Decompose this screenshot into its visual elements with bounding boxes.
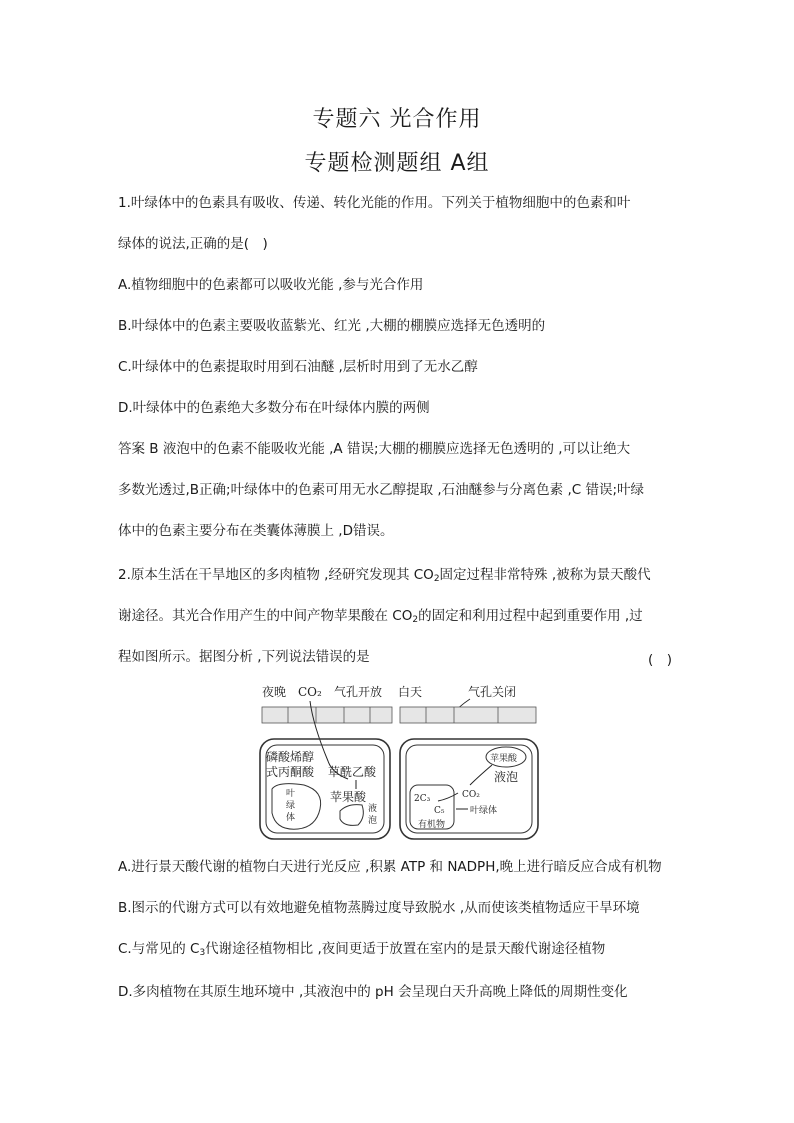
- night-co2-label: CO₂: [298, 685, 322, 699]
- q2-stem-line1-part-a: 2.原本生活在干旱地区的多肉植物 ,经研究发现其 CO: [118, 567, 434, 583]
- oaa-label: 草酰乙酸: [328, 765, 377, 779]
- pep-label-line2: 式丙酮酸: [266, 765, 315, 779]
- c3-label: 2C₃: [414, 794, 431, 804]
- malate-night-label: 苹果酸: [330, 790, 367, 804]
- cam-diagram-svg: [258, 681, 540, 841]
- night-chloroplast-label-2: 绿: [286, 801, 296, 811]
- q1-option-c: C.叶绿体中的色素提取时用到石油醚 ,层析时用到了无水乙醇: [118, 359, 478, 375]
- q1-answer-line2: 多数光透过,B正确;叶绿体中的色素可用无水乙醇提取 ,石油醚参与分离色素 ,C 错误;叶绿: [118, 482, 645, 498]
- day-epidermis: [400, 707, 536, 723]
- q1-stem-line2: 绿体的说法,正确的是( ): [118, 236, 268, 252]
- night-label: 夜晚: [262, 685, 287, 699]
- day-vacuole-label: 液泡: [494, 770, 519, 784]
- day-label: 白天: [398, 685, 423, 699]
- malate-to-co2-arrow: [470, 765, 492, 785]
- stomata-open-label: 气孔开放: [334, 685, 383, 699]
- pep-label-line1: 磷酸烯醇: [266, 750, 315, 764]
- night-chloroplast-label-3: 体: [286, 813, 296, 823]
- night-vacuole-label-1: 液: [368, 804, 378, 814]
- night-epidermis: [262, 707, 392, 723]
- q2-stem-line2-subscript: 2: [412, 615, 419, 625]
- q1-answer-line1: 答案 B 液泡中的色素不能吸收光能 ,A 错误;大棚的棚膜应选择无色透明的 ,可以让绝大: [118, 441, 631, 457]
- q1-answer-line3: 体中的色素主要分布在类囊体薄膜上 ,D错误。: [118, 523, 394, 539]
- cam-pathway-diagram: [258, 681, 540, 841]
- q2-option-c-part-b: 代谢途径植物相比 ,夜间更适于放置在室内的是景天酸代谢途径植物: [205, 941, 606, 957]
- q2-option-c-subscript: 3: [199, 948, 206, 958]
- night-chloroplast-shape: [272, 784, 321, 830]
- q2-stem-line2-part-b: 的固定和利用过程中起到重要作用 ,过: [418, 608, 643, 624]
- q2-option-c-part-a: C.与常见的 C: [118, 941, 200, 957]
- c5-label: C₅: [434, 806, 445, 816]
- q2-answer-paren: ( ): [648, 652, 673, 668]
- page-title: 专题六 光合作用: [312, 107, 482, 132]
- night-vacuole-label-2: 泡: [368, 816, 378, 826]
- q2-stem-line2: [118, 607, 688, 629]
- q2-option-a: A.进行景天酸代谢的植物白天进行光反应 ,积累 ATP 和 NADPH,晚上进行暗反应合成有机物: [118, 859, 662, 875]
- day-co2-label: CO₂: [462, 790, 480, 800]
- night-vacuole-shape: [340, 805, 363, 826]
- q2-option-c: [118, 940, 688, 962]
- q2-stem-line1-subscript: 2: [433, 574, 440, 584]
- page-subtitle: 专题检测题组 A组: [304, 151, 490, 176]
- q1-option-b: B.叶绿体中的色素主要吸收蓝紫光、红光 ,大棚的棚膜应选择无色透明的: [118, 318, 546, 334]
- q2-option-d: D.多肉植物在其原生地环境中 ,其液泡中的 pH 会呈现白天升高晚上降低的周期性变化: [118, 984, 628, 1000]
- q1-option-d: D.叶绿体中的色素绝大多数分布在叶绿体内膜的两侧: [118, 400, 430, 416]
- q2-stem-line2-part-a: 谢途径。其光合作用产生的中间产物苹果酸在 CO: [118, 608, 413, 624]
- day-malate-label: 苹果酸: [490, 754, 518, 764]
- day-chloroplast-label: 叶绿体: [470, 806, 498, 816]
- q2-option-b: B.图示的代谢方式可以有效地避免植物蒸腾过度导致脱水 ,从而使该类植物适应干旱环境: [118, 900, 640, 916]
- q1-stem-line1: 1.叶绿体中的色素具有吸收、传递、转化光能的作用。下列关于植物细胞中的色素和叶: [118, 195, 631, 211]
- q2-stem-line1: [118, 566, 688, 588]
- night-chloroplast-label-1: 叶: [286, 789, 296, 799]
- q2-stem-line1-part-b: 固定过程非常特殊 ,被称为景天酸代: [439, 567, 651, 583]
- organic-label: 有机物: [418, 820, 446, 830]
- co2-to-c5-arrow: [438, 793, 458, 801]
- q2-stem-line3: 程如图所示。据图分析 ,下列说法错误的是: [118, 649, 370, 665]
- stomata-closed-label: 气孔关闭: [468, 685, 517, 699]
- q1-option-a: A.植物细胞中的色素都可以吸收光能 ,参与光合作用: [118, 277, 424, 293]
